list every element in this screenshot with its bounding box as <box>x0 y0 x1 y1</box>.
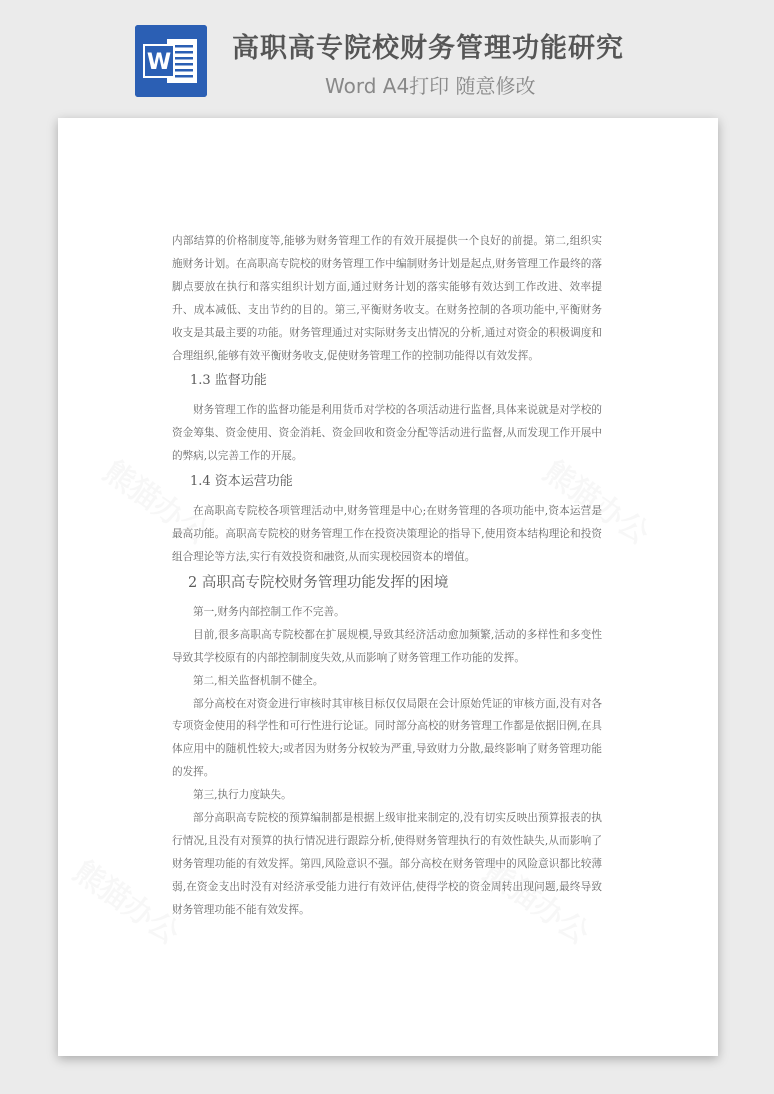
paragraph: 内部结算的价格制度等,能够为财务管理工作的有效开展提供一个良好的前提。第二,组织实施财务计划。在高职高专院校的财务管理工作中编制财务计划是起点,财务管理工作最终的落脚点要放在执行和落实组织计划方面,通过财务计划的落实能够有效达到工作改进、效率提升、成本减低、支出节约的目的。第三,平衡财务收支。在财务控制的各项功能中,平衡财务收支是其最主要的功能。财务管理通过对实际财务支出情况的分析,通过对资金的积极调度和合理组织,能够有效平衡财务收支,促使财务管理工作的控制功能得以有效发挥。 <box>172 235 602 362</box>
page-subtitle: Word A4打印 随意修改 <box>325 74 536 98</box>
paragraph: 目前,很多高职高专院校都在扩展规模,导致其经济活动愈加频繁,活动的多样性和多变性导致其学校原有的内部控制制度失效,从而影响了财务管理工作功能的发挥。 <box>172 628 602 664</box>
document-header <box>0 0 774 110</box>
paragraph: 第一,财务内部控制工作不完善。 <box>193 605 345 618</box>
watermark: 熊猫办公 <box>66 854 186 952</box>
page-title: 高职高专院校财务管理功能研究 <box>232 33 624 64</box>
paragraph: 在高职高专院校各项管理活动中,财务管理是中心;在财务管理的各项功能中,资本运营是最高功能。高职高专院校的财务管理工作在投资决策理论的指导下,使用资本结构理论和投资组合理论等方法,实行有效投资和融资,从而实现校园资本的增值。 <box>172 505 602 563</box>
paragraph: 财务管理工作的监督功能是利用货币对学校的各项活动进行监督,具体来说就是对学校的资金筹集、资金使用、资金消耗、资金回收和资金分配等活动进行监督,从而发现工作开展中的弊病,以完善工作的开展。 <box>172 404 602 463</box>
paragraph: 第二,相关监督机制不健全。 <box>193 674 324 687</box>
watermark: 熊猫办公 <box>476 854 596 952</box>
paragraph: 第三,执行力度缺失。 <box>193 789 292 802</box>
paragraph: 部分高职高专院校的预算编制都是根据上级审批来制定的,没有切实反映出预算报表的执行情况,且没有对预算的执行情况进行跟踪分析,使得财务管理执行的有效性缺失,从而影响了财务管理功能的有效发挥。第四,风险意识不强。部分高校在财务管理中的风险意识都比较薄弱,在资金支出时没有对经济承受能力进行有效评估,使得学校的资金周转出现问题,最终导致财务管理功能不能有效发挥。 <box>172 812 602 916</box>
chapter-heading: 2 高职高专院校财务管理功能发挥的困境 <box>188 574 449 591</box>
document-page <box>58 118 718 1056</box>
section-heading: 1.3 监督功能 <box>190 373 267 389</box>
document-body <box>172 230 602 922</box>
paragraph: 部分高校在对资金进行审核时其审核目标仅仅局限在会计原始凭证的审核方面,没有对各专项资金使用的科学性和可行性进行论证。同时部分高校的财务管理工作都是依据旧例,在具体应用中的随机性较大;或者因为财务分权较为严重,导致财力分散,最终影响了财务管理功能的发挥。 <box>172 697 602 779</box>
word-icon-letter: W <box>146 50 172 75</box>
watermark: 熊猫办公 <box>536 454 656 552</box>
watermark: 熊猫办公 <box>96 454 216 552</box>
word-document-icon <box>135 25 207 97</box>
section-heading: 1.4 资本运营功能 <box>190 474 293 490</box>
